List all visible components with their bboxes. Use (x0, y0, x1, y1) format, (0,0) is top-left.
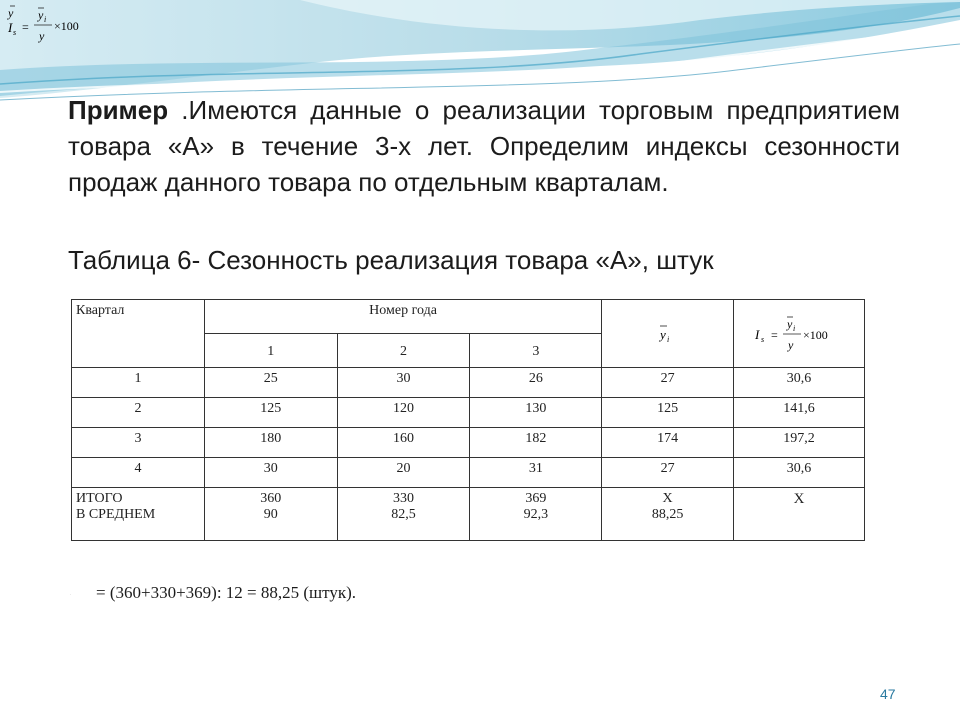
row-year-3: 31 (470, 458, 602, 488)
header-year-3: 3 (470, 334, 602, 368)
total-year-1: 360 90 (204, 488, 337, 541)
table-row (72, 458, 865, 488)
row-year-1: 125 (204, 398, 337, 428)
header-year-number: Номер года (204, 300, 601, 334)
row-index: 30,6 (734, 458, 865, 488)
mean-formula-text: = (360+330+369): 12 = 88,25 (штук). (96, 583, 357, 602)
svg-text:×100: ×100 (803, 327, 828, 342)
mean-symbol: y (70, 595, 71, 597)
row-index: 197,2 (734, 428, 865, 458)
mean-symbol-icon (653, 320, 683, 346)
row-mean: 125 (602, 398, 734, 428)
svg-text:y: y (787, 316, 793, 331)
row-year-2: 20 (337, 458, 470, 488)
total-mean: Х 88,25 (602, 488, 734, 541)
row-year-1: 30 (204, 458, 337, 488)
svg-text:i: i (666, 334, 669, 344)
row-index: 30,6 (734, 368, 865, 398)
svg-text:y: y (788, 337, 794, 352)
corner-formula-num-sub: i (44, 15, 47, 24)
row-year-2: 160 (337, 428, 470, 458)
total-year-2: 330 82,5 (337, 488, 470, 541)
corner-formula-eq: = (22, 20, 29, 34)
table-caption: Таблица 6- Сезонность реализация товара «А», штук (68, 245, 714, 275)
header-year-2: 2 (337, 334, 470, 368)
total-label (72, 488, 205, 541)
corner-formula-top-y: y (8, 6, 14, 20)
svg-text:I: I (755, 326, 760, 342)
header-year-1: 1 (204, 334, 337, 368)
corner-formula-den: y (39, 29, 45, 43)
header-index (734, 300, 865, 368)
corner-formula-num: y (38, 8, 44, 22)
row-year-3: 26 (470, 368, 602, 398)
row-index: 141,6 (734, 398, 865, 428)
total-label-line1: ИТОГО (76, 491, 123, 506)
row-quarter: 1 (72, 368, 205, 398)
total-row (72, 488, 865, 541)
row-year-2: 120 (337, 398, 470, 428)
svg-text:i: i (793, 323, 796, 333)
corner-formula-lhs: I (8, 20, 13, 35)
example-body: .Имеются данные о реализации торговым предприятием товара «А» в течение 3-х лет. Определим индексы сезонности продаж данного товара по отдельным кварталам. (68, 95, 900, 197)
page-number: 47 (880, 686, 896, 702)
row-mean: 27 (602, 458, 734, 488)
row-year-2: 30 (337, 368, 470, 398)
row-year-1: 180 (204, 428, 337, 458)
header-quarter: Квартал (72, 300, 205, 368)
header-mean (602, 300, 734, 368)
corner-index-formula (2, 2, 92, 44)
table-row (72, 368, 865, 398)
row-year-3: 130 (470, 398, 602, 428)
table-row (72, 398, 865, 428)
row-quarter: 3 (72, 428, 205, 458)
total-label-line2: В СРЕДНЕМ (76, 507, 156, 522)
example-label: Пример (68, 95, 169, 125)
svg-text:y: y (659, 326, 666, 342)
total-year-3: 369 92,3 (470, 488, 602, 541)
seasonality-table (71, 299, 865, 541)
corner-formula-times: ×100 (54, 19, 79, 33)
table-row (72, 428, 865, 458)
row-quarter: 4 (72, 458, 205, 488)
svg-text:s: s (761, 334, 765, 344)
row-year-3: 182 (470, 428, 602, 458)
example-paragraph (68, 92, 900, 200)
index-formula-icon (751, 313, 847, 353)
row-mean: 27 (602, 368, 734, 398)
total-index: Х (734, 488, 865, 541)
row-year-1: 25 (204, 368, 337, 398)
corner-formula-lhs-sub: s (13, 28, 17, 37)
row-mean: 174 (602, 428, 734, 458)
row-quarter: 2 (72, 398, 205, 428)
svg-text:=: = (771, 327, 778, 342)
